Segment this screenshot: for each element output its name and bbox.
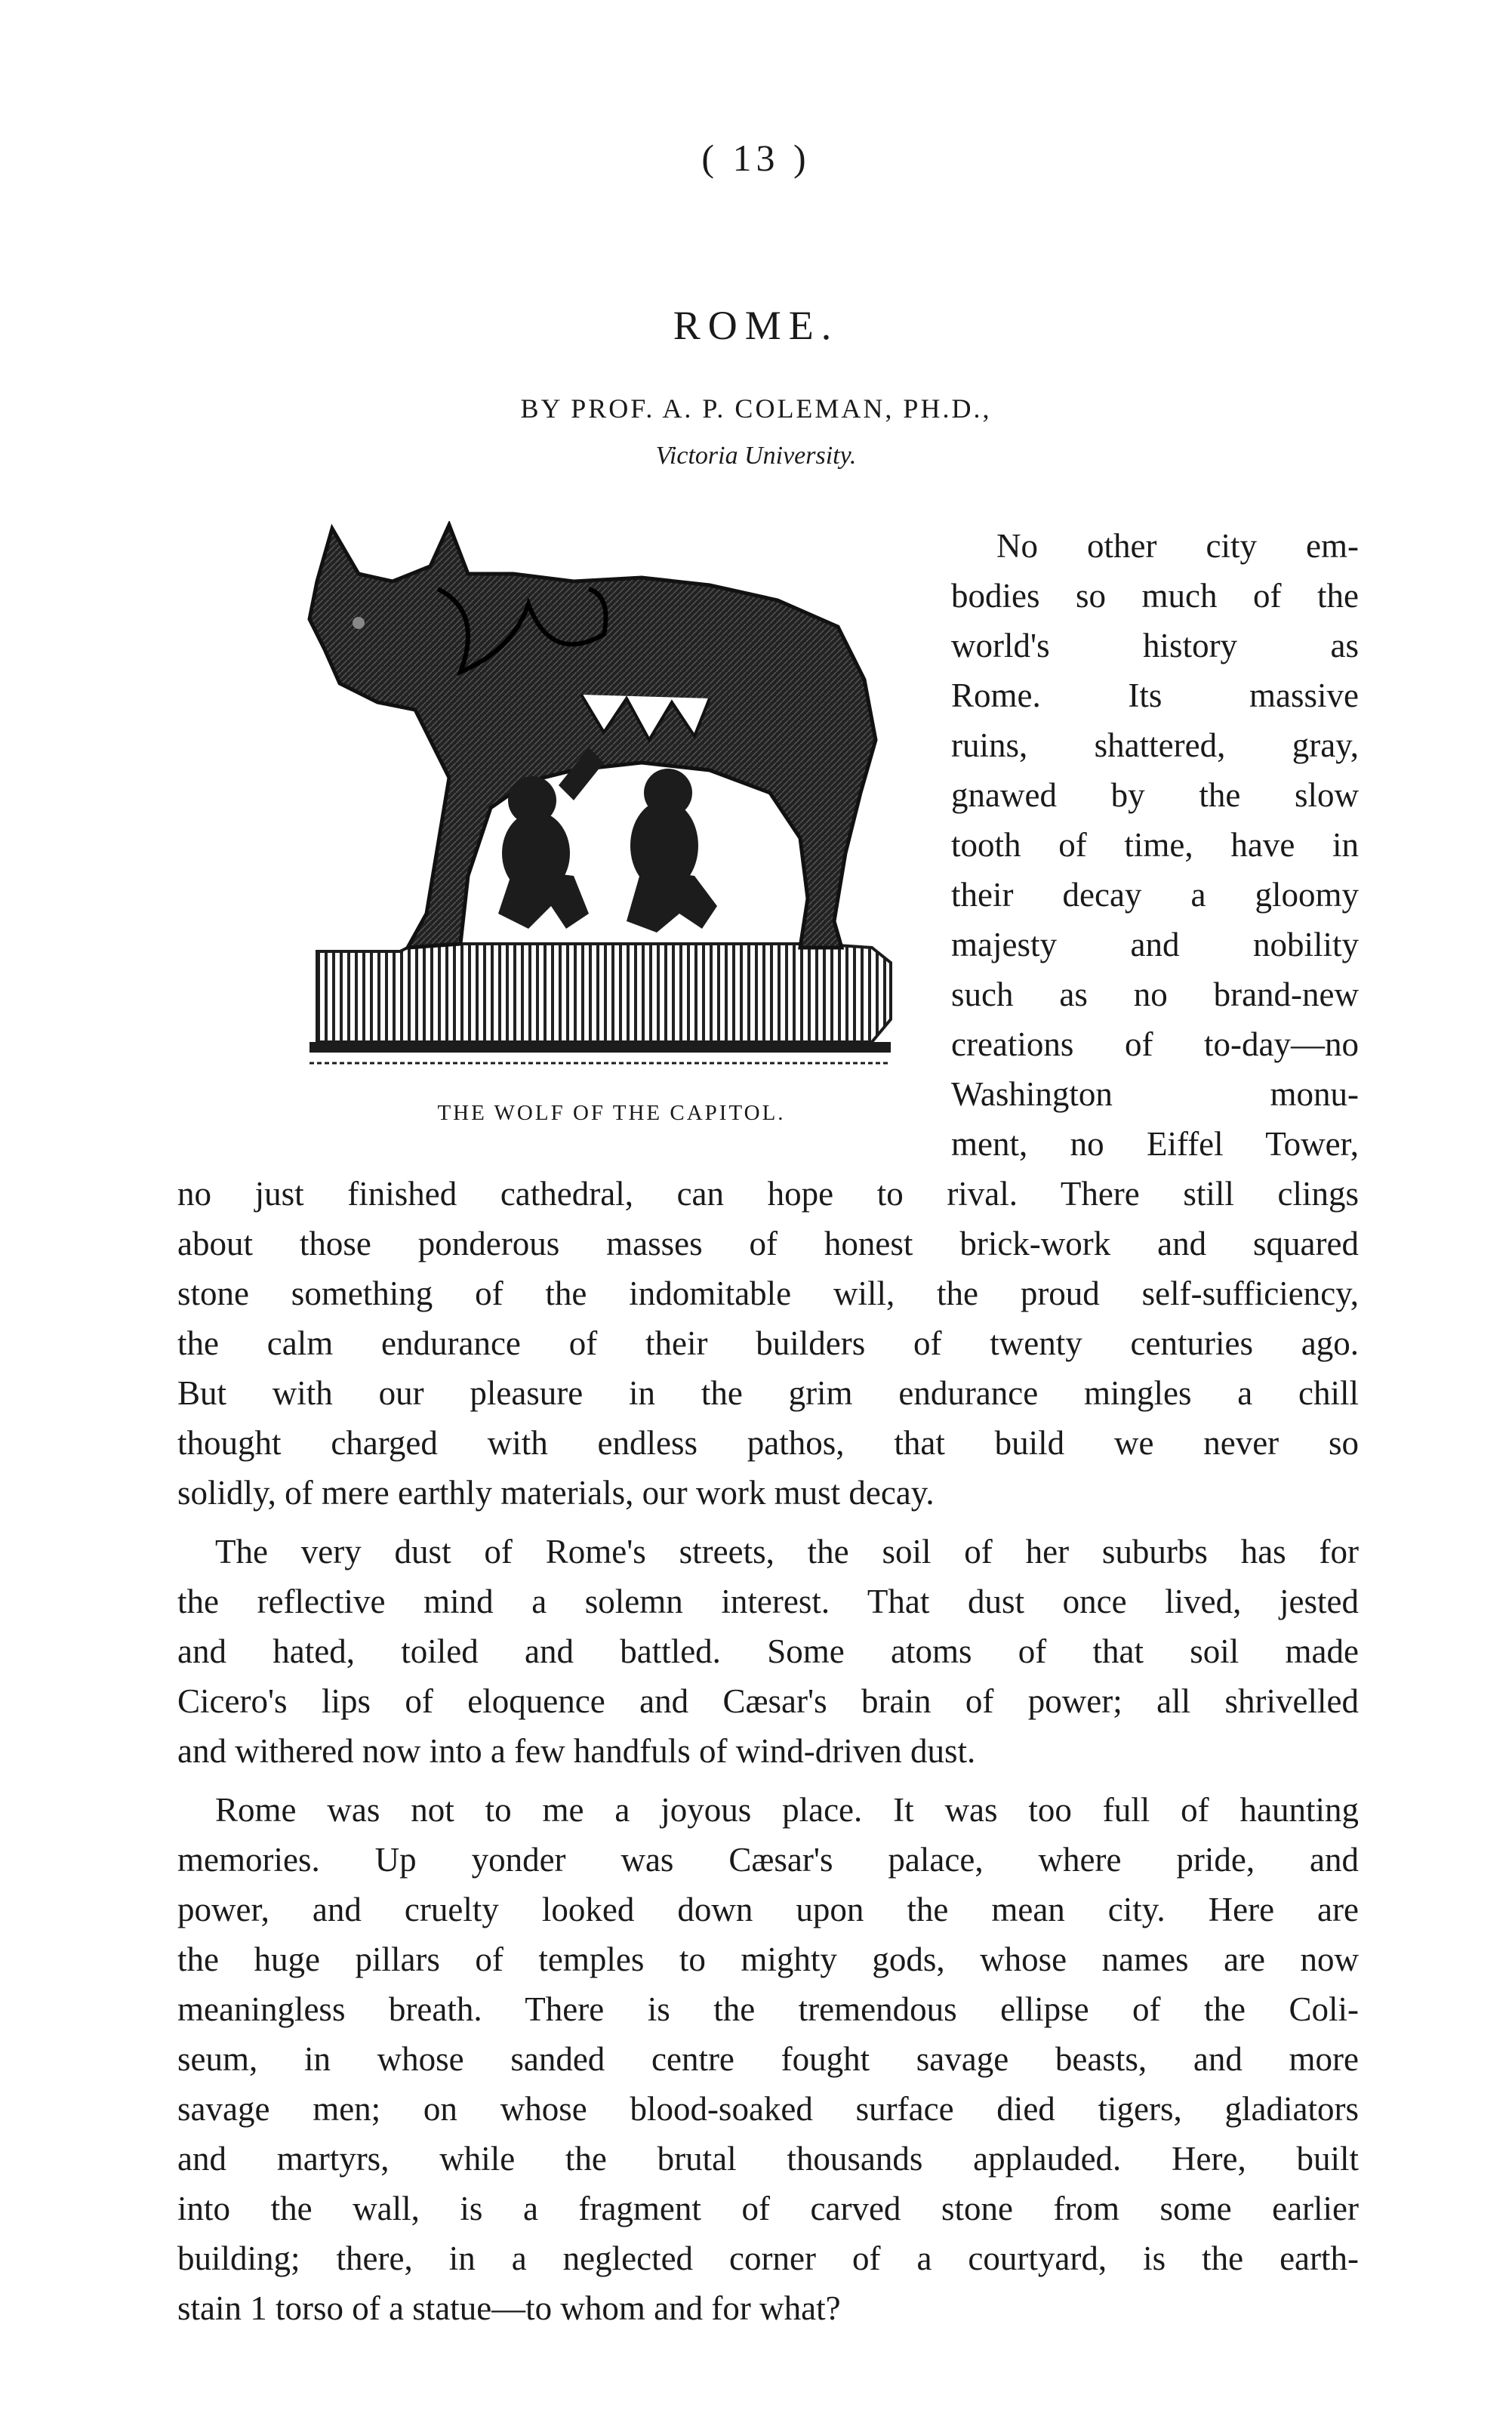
body-line: solidly, of mere earthly materials, our work must decay.: [177, 1474, 935, 1512]
body-line: the calm endurance of their builders of twenty centuries ago.: [177, 1324, 1359, 1362]
article-byline: BY PROF. A. P. COLEMAN, PH.D.,: [520, 393, 992, 424]
body-line: stain 1 torso of a statue—to whom and for what?: [177, 2289, 841, 2327]
body-line: and withered now into a few handfuls of wind-driven dust.: [177, 1732, 976, 1770]
side-line: Washington monu-: [951, 1075, 1359, 1113]
side-line: ment, no Eiffel Tower,: [951, 1125, 1359, 1163]
side-line: bodies so much of the: [951, 577, 1359, 615]
body-line: the reflective mind a solemn interest. That dust once lived, jested: [177, 1583, 1359, 1620]
body-line: memories. Up yonder was Cæsar's palace, where pride, and: [177, 1841, 1359, 1879]
side-line: majesty and nobility: [951, 926, 1359, 963]
page-number: ( 13 ): [701, 137, 811, 179]
side-line: their decay a gloomy: [951, 876, 1359, 914]
paragraph-gap: [177, 1518, 1359, 1527]
body-line: and martyrs, while the brutal thousands applauded. Here, built: [177, 2140, 1359, 2178]
side-line: ruins, shattered, gray,: [951, 726, 1359, 764]
body-line: Cicero's lips of eloquence and Cæsar's brain of power; all shrivelled: [177, 1682, 1359, 1720]
wolf-engraving-image: [287, 521, 936, 1095]
side-line: world's history as: [951, 627, 1359, 664]
body-line: about those ponderous masses of honest brick-work and squared: [177, 1225, 1359, 1262]
body-line: The very dust of Rome's streets, the soil of her suburbs has for: [215, 1533, 1359, 1571]
body-line: thought charged with endless pathos, that build we never so: [177, 1424, 1359, 1462]
article-body: [177, 1169, 1359, 2333]
body-line: power, and cruelty looked down upon the mean city. Here are: [177, 1891, 1359, 1928]
body-line: the huge pillars of temples to mighty gods, whose names are now: [177, 1940, 1359, 1978]
side-line: creations of to-day—no: [951, 1025, 1359, 1063]
side-line: Rome. Its massive: [951, 677, 1359, 714]
side-line: such as no brand-new: [951, 976, 1359, 1013]
side-line: gnawed by the slow: [951, 776, 1359, 814]
body-line: and hated, toiled and battled. Some atoms of that soil made: [177, 1632, 1359, 1670]
paragraph-gap: [177, 1776, 1359, 1785]
body-line: savage men; on whose blood-soaked surface died tigers, gladiators: [177, 2090, 1359, 2128]
side-column-text: [951, 521, 1359, 1169]
body-line: stone something of the indomitable will, the proud self-sufficiency,: [177, 1275, 1359, 1312]
body-line: But with our pleasure in the grim endurance mingles a chill: [177, 1374, 1359, 1412]
side-line: No other city em-: [996, 527, 1359, 565]
body-line: meaningless breath. There is the tremendous ellipse of the Coli-: [177, 1990, 1359, 2028]
side-line: tooth of time, have in: [951, 826, 1359, 864]
body-line: into the wall, is a fragment of carved stone from some earlier: [177, 2190, 1359, 2227]
body-line: seum, in whose sanded centre fought savage beasts, and more: [177, 2040, 1359, 2078]
article-title: ROME.: [673, 303, 839, 348]
figure-caption: THE WOLF OF THE CAPITOL.: [437, 1101, 786, 1125]
body-line: building; there, in a neglected corner of a courtyard, is the earth-: [177, 2240, 1359, 2277]
wolf-illustration: [287, 521, 936, 1095]
author-affiliation: Victoria University.: [655, 442, 857, 470]
body-line: no just finished cathedral, can hope to rival. There still clings: [177, 1175, 1359, 1213]
body-line: Rome was not to me a joyous place. It was too full of haunting: [215, 1791, 1359, 1829]
